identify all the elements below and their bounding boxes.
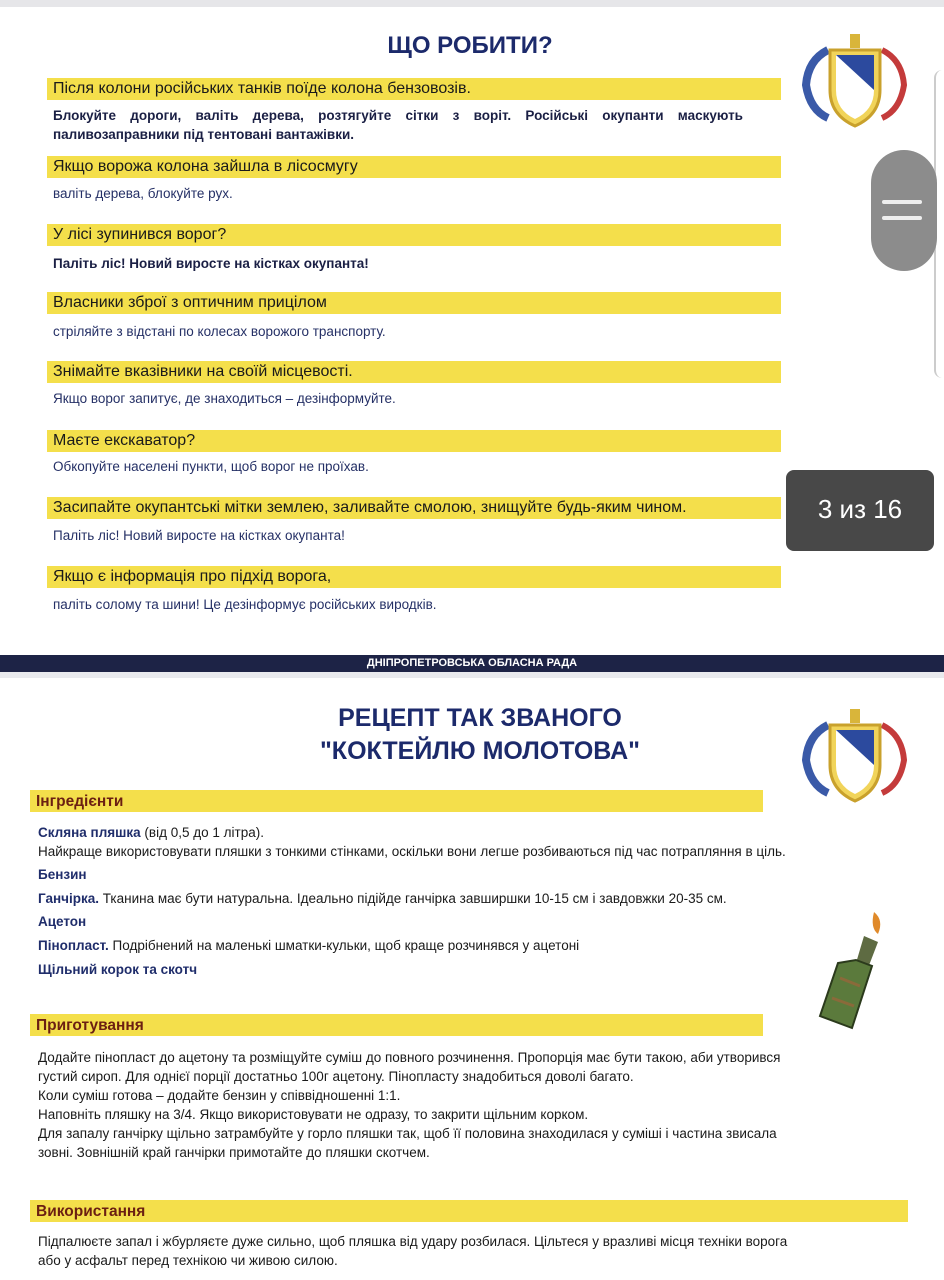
- section-text: Паліть ліс! Новий виросте на кістках окупанта!: [53, 528, 345, 543]
- grip-line-icon: [882, 216, 922, 220]
- section-text: Блокуйте дороги, валіть дерева, розтягуйте сітки з воріт. Російські окупанти маскують: [53, 108, 743, 123]
- grip-line-icon: [882, 200, 922, 204]
- coat-of-arms-icon: [798, 30, 912, 130]
- section-heading: Власники зброї з оптичним прицілом: [47, 292, 781, 314]
- section-heading: Після колони російських танків поїде колона бензовозів.: [47, 78, 781, 100]
- bottle-illustration-icon: [812, 908, 897, 1033]
- section-heading: У лісі зупинився ворог?: [47, 224, 781, 246]
- ingredient-line: Ацетон: [38, 914, 87, 929]
- page-title: ЩО РОБИТИ?: [387, 32, 553, 59]
- ingredient-line: Ганчірка. Тканина має бути натуральна. Ідеально підійде ганчірка завширшки 10-15 см і завдовжки 20-35 см.: [38, 891, 727, 906]
- page-title-line2: "КОКТЕЙЛЮ МОЛОТОВА": [319, 737, 641, 765]
- section-heading: Якщо є інформація про підхід ворога,: [47, 566, 781, 588]
- section-text: стріляйте з відстані по колесах ворожого транспорту.: [53, 324, 386, 339]
- section-text: валіть дерева, блокуйте рух.: [53, 186, 233, 201]
- ingredients-heading: Інгредієнти: [30, 790, 763, 812]
- ingredient-line: Бензин: [38, 867, 87, 882]
- section-heading: Маєте екскаватор?: [47, 430, 781, 452]
- preparation-heading: Приготування: [30, 1014, 763, 1036]
- section-text: Якщо ворог запитує, де знаходиться – дезінформуйте.: [53, 391, 396, 406]
- page-indicator: 3 из 16: [786, 470, 934, 551]
- section-heading: Засипайте окупантські мітки землею, заливайте смолою, знищуйте будь-яким чином.: [47, 497, 781, 519]
- top-strip: [0, 0, 944, 7]
- ingredient-line: Пінопласт. Подрібнений на маленькі шматки-кульки, щоб краще розчинявся у ацетоні: [38, 938, 580, 953]
- section-heading: Якщо ворожа колона зайшла в лісосмугу: [47, 156, 781, 178]
- page-footer: ДНІПРОПЕТРОВСЬКА ОБЛАСНА РАДА: [0, 655, 944, 672]
- page-title-line1: РЕЦЕПТ ТАК ЗВАНОГО: [338, 704, 622, 732]
- section-text: паливозаправники під тентовані вантажівки.: [53, 127, 355, 142]
- usage-heading: Використання: [30, 1200, 908, 1222]
- section-text: паліть солому та шини! Це дезінформує російських виродків.: [53, 597, 437, 612]
- section-heading: Знімайте вказівники на своїй місцевості.: [47, 361, 781, 383]
- usage-text: Підпалюєте запал і жбурляєте дуже сильно, щоб пляшка від удару розбилася. Цільтеся у вразливі місця техніки ворога або у асфальт перед технікою чи живою силою.: [38, 1234, 788, 1268]
- section-text: Обкопуйте населені пункти, щоб ворог не проїхав.: [53, 459, 369, 474]
- preparation-text: Додайте пінопласт до ацетону та розміщуйте суміш до повного розчинення. Пропорція має бути такою, аби утворився густий сироп. Для однієї порції достатньо 100г ацетону. Пінопласту знадобиться доволі багато. Коли суміш готова – додайте бензин у співвідношенні 1:1. Наповніть пляшку на 3/4. Якщо використовувати не одразу, то закрити щільним корком. Для запалу ганчірку щільно затрамбуйте у горло пляшки так, щоб її половина знаходилася у суміші і частина звисала зовні. Зовнішній край ганчірки примотайте до пляшки скотчем.: [38, 1050, 781, 1160]
- ingredient-line: Скляна пляшка (від 0,5 до 1 літра).: [38, 825, 264, 840]
- scroll-handle[interactable]: [871, 150, 937, 271]
- section-text: Паліть ліс! Новий виросте на кістках окупанта!: [53, 256, 369, 271]
- ingredient-line: Щільний корок та скотч: [38, 962, 198, 977]
- page-gap: [0, 672, 944, 678]
- ingredient-line: Найкраще використовувати пляшки з тонкими стінками, оскільки вони легше розбиваються під час потрапляння в ціль.: [38, 844, 786, 859]
